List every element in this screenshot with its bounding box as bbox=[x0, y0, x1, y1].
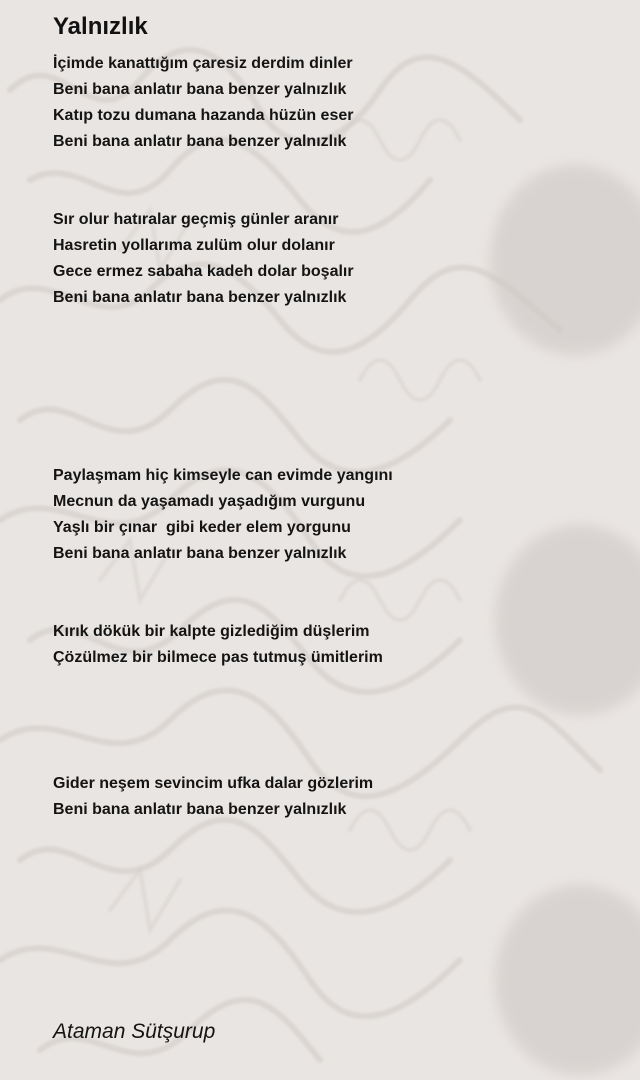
poem-line: Çözülmez bir bilmece pas tutmuş ümitlerim bbox=[53, 649, 383, 666]
poem-line: Mecnun da yaşamadı yaşadığım vurgunu bbox=[53, 493, 366, 510]
poem-line: İçimde kanattığım çaresiz derdim dinler bbox=[53, 55, 353, 72]
poem-line: Sır olur hatıralar geçmiş günler aranır bbox=[53, 211, 339, 228]
stanza-4 bbox=[53, 619, 383, 671]
poem-line: Hasretin yollarıma zulüm olur dolanır bbox=[53, 237, 335, 254]
poem-line: Gece ermez sabaha kadeh dolar boşalır bbox=[53, 263, 354, 280]
stanza-2 bbox=[53, 207, 354, 311]
poem-line: Beni bana anlatır bana benzer yalnızlık bbox=[53, 81, 347, 98]
poem-line: Kırık dökük bir kalpte gizlediğim düşlerim bbox=[53, 623, 370, 640]
poem-line: Beni bana anlatır bana benzer yalnızlık bbox=[53, 133, 347, 150]
stanza-3 bbox=[53, 463, 393, 567]
poem-line: Beni bana anlatır bana benzer yalnızlık bbox=[53, 801, 347, 818]
stanza-5 bbox=[53, 771, 373, 823]
stanza-1 bbox=[53, 51, 353, 155]
poem-title: Yalnızlık bbox=[53, 13, 148, 40]
poem-line: Paylaşmam hiç kimseyle can evimde yangını bbox=[53, 467, 393, 484]
poem-line: Gider neşem sevincim ufka dalar gözlerim bbox=[53, 775, 374, 792]
poem-line: Katıp tozu dumana hazanda hüzün eser bbox=[53, 107, 354, 124]
poem-author: Ataman Sütşurup bbox=[53, 1020, 216, 1043]
poem-line: Beni bana anlatır bana benzer yalnızlık bbox=[53, 545, 347, 562]
poem-line: Beni bana anlatır bana benzer yalnızlık bbox=[53, 289, 347, 306]
poem-line: Yaşlı bir çınar gibi keder elem yorgunu bbox=[53, 519, 351, 536]
